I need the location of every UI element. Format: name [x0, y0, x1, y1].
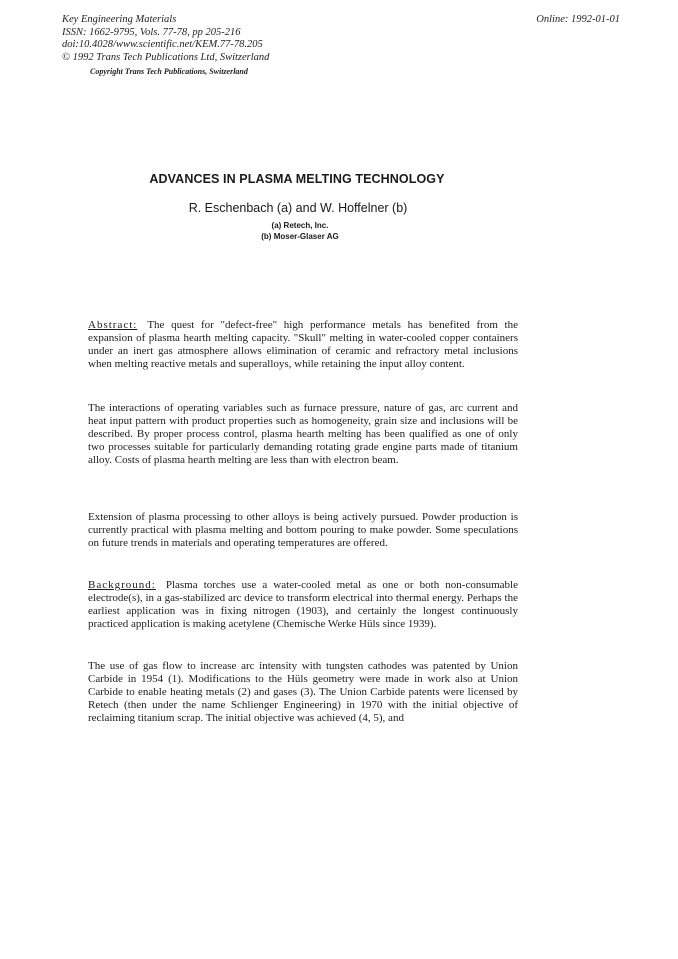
abstract-paragraph-3: [88, 511, 518, 550]
background-heading: Background:: [88, 579, 156, 591]
background-text-2: The use of gas flow to increase arc intensity with tungsten cathodes was patented by Union Carbide in 1954 (1). Modifications to the Hüls geometry were made in work also at Union Carbide to enable heating metals (2) and gases (3). The Union Carbide patents were licensed by Retech (then under the name Schlienger Engineering) in 1970 with the initial objective of reclaiming titanium scrap. The initial objective was achieved (4, 5), and: [88, 660, 518, 725]
abstract-text-3: Extension of plasma processing to other alloys is being actively pursued. Powder production is currently practical with plasma melting and bottom pouring to make powder. Some speculations on future trends in materials and operating temperatures are offered.: [88, 511, 518, 550]
background-text-1: Plasma torches use a water-cooled metal as one or both non-consumable electrode(s), in a gas-stabilized arc device to transform electrical into thermal energy. Perhaps the earliest application was in fixing nitrogen (1903), and certainly the longest continuously practiced application is making acetylene (Chemische Werke Hüls since 1939).: [88, 579, 518, 631]
issn-line: ISSN: 1662-9795, Vols. 77-78, pp 205-216: [62, 26, 241, 38]
paper-authors-text: R. Eschenbach (a) and W. Hoffelner (b): [188, 201, 408, 215]
online-date: Online: 1992-01-01: [536, 14, 620, 25]
background-paragraph-1: [88, 579, 518, 631]
abstract-paragraph-1: [88, 319, 518, 371]
abstract-text-1: The quest for "defect-free" high performance metals has benefited from the expansion of plasma hearth melting capacity. "Skull" melting in water-cooled copper containers under an inert gas atmosphere allows elimination of ceramic and refractory metal inclusions when melting reactive metals and superalloys, while retaining the input alloy content.: [88, 319, 518, 371]
copyright-line: Copyright Trans Tech Publications, Switzerland: [90, 67, 248, 76]
affiliation-b: [0, 232, 678, 241]
citation-block: [62, 14, 269, 64]
abstract-heading: Abstract:: [88, 319, 138, 331]
paper-title: [0, 172, 678, 186]
affiliation-a: [0, 221, 678, 230]
journal-name: Key Engineering Materials: [62, 14, 177, 25]
abstract-paragraph-2: [88, 402, 518, 467]
paper-title-text: ADVANCES IN PLASMA MELTING TECHNOLOGY: [149, 172, 445, 186]
publisher-line: © 1992 Trans Tech Publications Ltd, Switzerland: [62, 51, 270, 63]
paper-authors: [0, 201, 678, 215]
affiliation-b-text: (b) Moser-Glaser AG: [261, 232, 339, 241]
abstract-text-2: The interactions of operating variables such as furnace pressure, nature of gas, arc current and heat input pattern with product properties such as homogeneity, grain size and inclusions will be described. By proper process control, plasma hearth melting has been qualified as one of only two processes suitable for particularly demanding rotating grade engine parts made of titanium alloy. Costs of plasma hearth melting are less than with electron beam.: [88, 402, 518, 467]
affiliation-a-text: (a) Retech, Inc.: [271, 221, 329, 230]
doi-line: doi:10.4028/www.scientific.net/KEM.77-78.205: [62, 39, 263, 50]
background-paragraph-2: [88, 660, 518, 725]
